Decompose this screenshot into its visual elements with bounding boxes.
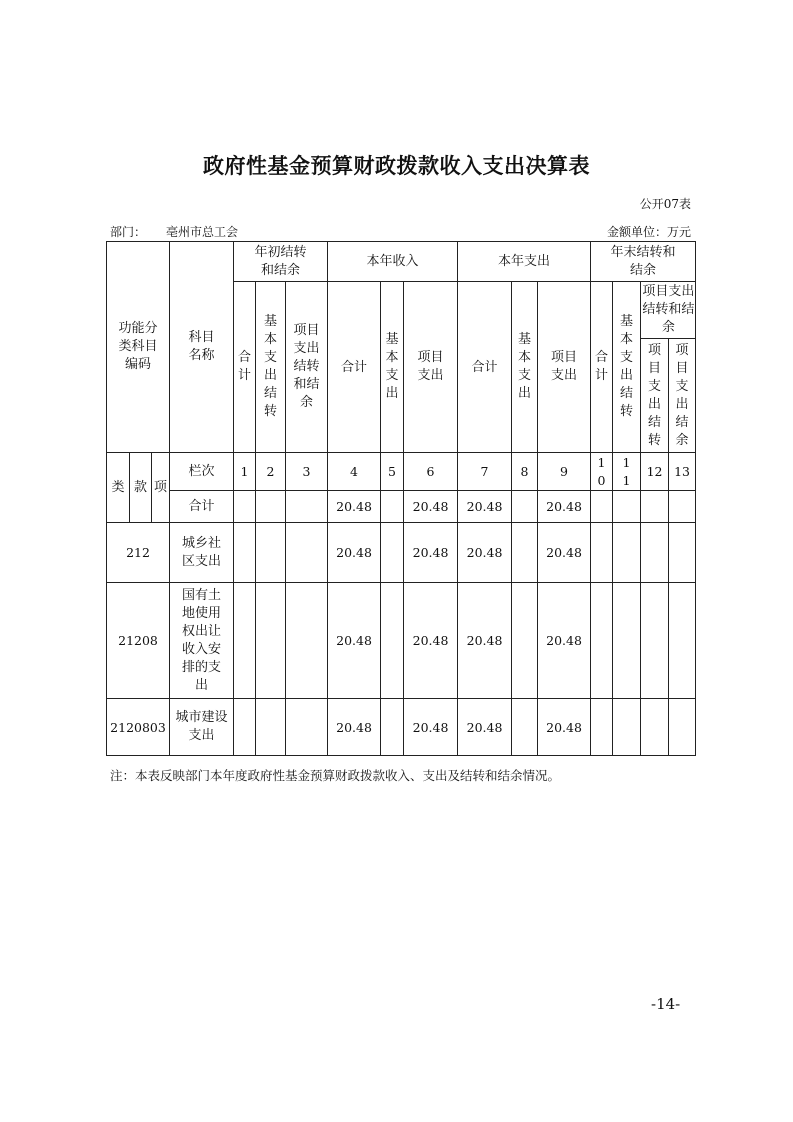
- cell-value: 20.48: [328, 583, 381, 699]
- col-number: 6: [404, 453, 458, 491]
- cell-value: 20.48: [404, 699, 458, 756]
- cell-value: [613, 699, 641, 756]
- col-number: 12: [641, 453, 669, 491]
- header-income-project: 项目支出: [404, 282, 458, 453]
- department-label: 部门：: [110, 225, 147, 239]
- department-line: [110, 223, 238, 240]
- header-closing-project-carry: 项目支出结转: [641, 339, 669, 453]
- cell-value: [591, 583, 613, 699]
- header-expense-group: 本年支出: [458, 242, 591, 282]
- cell-value: [286, 491, 328, 523]
- amount-unit: 金额单位：万元: [606, 225, 691, 239]
- cell-value: [256, 491, 286, 523]
- header-closing-project-balance: 项目支出结余: [669, 339, 696, 453]
- cell-value: [669, 699, 696, 756]
- header-opening-basic-carry: 基本支出结转: [256, 282, 286, 453]
- cell-value: [256, 583, 286, 699]
- col-number: 10: [591, 453, 613, 491]
- cell-value: 20.48: [328, 523, 381, 583]
- col-number: 11: [613, 453, 641, 491]
- header-closing-basic-carry: 基本支出结转: [613, 282, 641, 453]
- cell-value: [256, 523, 286, 583]
- cell-value: 20.48: [458, 491, 512, 523]
- cell-value: [256, 699, 286, 756]
- table-row: [107, 583, 696, 699]
- cell-value: 20.48: [458, 699, 512, 756]
- header-closing-group: 年末结转和结余: [591, 242, 696, 282]
- header-kuan: 款: [130, 453, 152, 523]
- cell-value: [669, 523, 696, 583]
- cell-value: 20.48: [328, 491, 381, 523]
- header-closing-project-group: 项目支出结转和结余: [641, 282, 696, 339]
- cell-value: [512, 699, 538, 756]
- cell-value: [613, 491, 641, 523]
- cell-value: [286, 699, 328, 756]
- cell-value: [234, 583, 256, 699]
- header-income-total: 合计: [328, 282, 381, 453]
- cell-value: [613, 583, 641, 699]
- cell-value: 20.48: [538, 583, 591, 699]
- cell-value: [286, 583, 328, 699]
- cell-value: [613, 523, 641, 583]
- table-row: [107, 699, 696, 756]
- page-number: -14-: [651, 995, 681, 1013]
- header-expense-basic: 基本支出: [512, 282, 538, 453]
- col-number: 8: [512, 453, 538, 491]
- table-number: 公开07表: [639, 197, 691, 211]
- cell-value: 20.48: [458, 523, 512, 583]
- cell-value: [381, 583, 404, 699]
- col-number: 1: [234, 453, 256, 491]
- cell-value: [234, 523, 256, 583]
- col-number: 13: [669, 453, 696, 491]
- row-code: 21208: [107, 583, 170, 699]
- header-xiang: 项: [152, 453, 170, 523]
- col-number: 7: [458, 453, 512, 491]
- cell-value: [641, 523, 669, 583]
- header-lei: 类: [107, 453, 130, 523]
- cell-value: [669, 491, 696, 523]
- header-opening-project: 项目支出结转和结余: [286, 282, 328, 453]
- col-number: 5: [381, 453, 404, 491]
- cell-value: 20.48: [538, 523, 591, 583]
- cell-value: [234, 699, 256, 756]
- table-row: [107, 523, 696, 583]
- header-income-basic: 基本支出: [381, 282, 404, 453]
- cell-value: [381, 523, 404, 583]
- table-row-total: [107, 491, 696, 523]
- cell-value: [641, 583, 669, 699]
- header-closing-total: 合计: [591, 282, 613, 453]
- cell-value: [381, 699, 404, 756]
- col-number: 3: [286, 453, 328, 491]
- header-opening-group: 年初结转和结余: [234, 242, 328, 282]
- cell-value: [234, 491, 256, 523]
- cell-value: 20.48: [404, 523, 458, 583]
- fund-table: [106, 241, 696, 756]
- cell-value: [591, 491, 613, 523]
- page-title: 政府性基金预算财政拨款收入支出决算表: [203, 154, 590, 178]
- col-number: 2: [256, 453, 286, 491]
- cell-value: 20.48: [404, 583, 458, 699]
- cell-value: [512, 491, 538, 523]
- cell-value: [512, 523, 538, 583]
- footnote: 注：本表反映部门本年度政府性基金预算财政拨款收入、支出及结转和结余情况。: [110, 768, 561, 783]
- cell-value: 20.48: [538, 699, 591, 756]
- cell-value: [286, 523, 328, 583]
- header-func-code: 功能分类科目编码: [107, 242, 170, 453]
- column-index-label: 栏次: [170, 453, 234, 491]
- row-name: 国有土地使用权出让收入安排的支出: [170, 583, 234, 699]
- header-subject-name: 科目名称: [170, 242, 234, 453]
- row-name: 城乡社区支出: [170, 523, 234, 583]
- row-code: 212: [107, 523, 170, 583]
- header-income-group: 本年收入: [328, 242, 458, 282]
- cell-value: [381, 491, 404, 523]
- col-number: 9: [538, 453, 591, 491]
- cell-value: 20.48: [328, 699, 381, 756]
- cell-value: [591, 699, 613, 756]
- header-opening-total: 合计: [234, 282, 256, 453]
- header-expense-project: 项目支出: [538, 282, 591, 453]
- row-name: 合计: [170, 491, 234, 523]
- cell-value: 20.48: [458, 583, 512, 699]
- department-name: 亳州市总工会: [166, 225, 239, 239]
- row-name: 城市建设支出: [170, 699, 234, 756]
- cell-value: [641, 491, 669, 523]
- header-expense-total: 合计: [458, 282, 512, 453]
- cell-value: 20.48: [538, 491, 591, 523]
- row-code: 2120803: [107, 699, 170, 756]
- cell-value: [591, 523, 613, 583]
- cell-value: [669, 583, 696, 699]
- cell-value: [641, 699, 669, 756]
- cell-value: 20.48: [404, 491, 458, 523]
- col-number: 4: [328, 453, 381, 491]
- cell-value: [512, 583, 538, 699]
